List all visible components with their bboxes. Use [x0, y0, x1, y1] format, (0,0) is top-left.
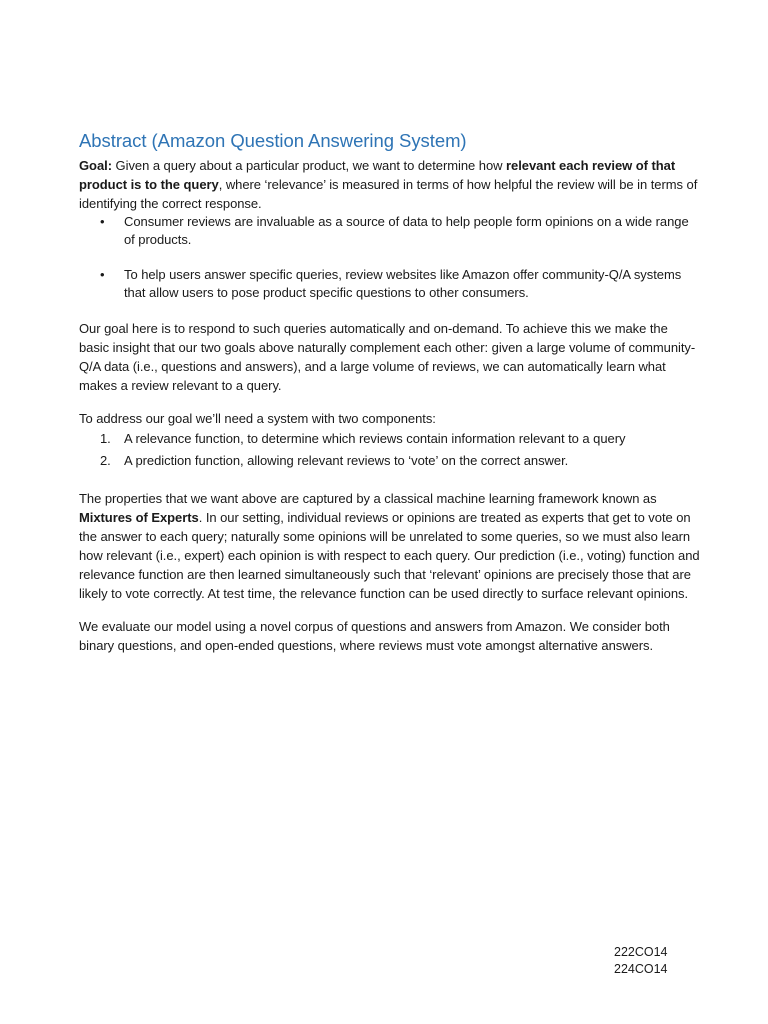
numbered-item	[79, 428, 701, 450]
mixtures-text-a: The properties that we want above are captured by a classical machine learning framework known as	[79, 491, 657, 506]
bullet-list	[79, 213, 701, 302]
footer-ids	[614, 944, 668, 978]
bullet-text: To help users answer specific queries, review websites like Amazon offer community-Q/A systems that allow users to pose product specific questions to other consumers.	[124, 267, 682, 300]
bullet-item	[79, 213, 701, 249]
item-text: A relevance function, to determine which reviews contain information relevant to a query	[124, 431, 626, 446]
goal-text-a: Given a query about a particular product, we want to determine how	[111, 158, 507, 173]
bullet-glyph: •	[100, 214, 105, 229]
item-number: 1.	[100, 431, 111, 446]
mixtures-paragraph	[79, 489, 701, 603]
goal-text-b: , where ‘relevance’ is measured in terms of how helpful the review will be in terms of identifying the correct response.	[79, 177, 698, 211]
numbered-item	[79, 450, 701, 472]
document-body	[79, 128, 701, 655]
goal-paragraph	[79, 156, 701, 213]
goal-description-paragraph: Our goal here is to respond to such queries automatically and on-demand. To achieve this we make the basic insight that our two goals above naturally complement each other: given a large volume of community-Q/A data (i.e., questions and answers), and a large volume of reviews, we can automatically learn what makes a review relevant to a query.	[79, 321, 696, 393]
mixtures-bold-term: Mixtures of Experts	[79, 510, 199, 525]
mixtures-text-b: . In our setting, individual reviews or opinions are treated as experts that get to vote on the answer to each query; naturally some opinions will be unrelated to some queries, so we must also learn how relevant (i.e., expert) each opinion is with respect to each query. Our prediction (i.e., voting) function and relevance function are then learned simultaneously such that ‘relevant’ opinions are precisely those that are likely to vote correctly. At test time, the relevance function can be used directly to surface relevant opinions.	[79, 510, 700, 601]
goal-label: Goal:	[79, 158, 112, 173]
footer-id-1: 222CO14	[614, 945, 668, 959]
evaluation-paragraph: We evaluate our model using a novel corpus of questions and answers from Amazon. We consider both binary questions, and open-ended questions, where reviews must vote amongst alternative answers.	[79, 619, 670, 653]
components-list	[79, 428, 701, 472]
bullet-item	[79, 266, 701, 302]
item-number: 2.	[100, 453, 111, 468]
abstract-title: Abstract (Amazon Question Answering System)	[79, 130, 467, 151]
goal-bold-text: relevant each review of that product is to the query	[79, 158, 676, 192]
footer-id-2: 224CO14	[614, 962, 668, 976]
bullet-text: Consumer reviews are invaluable as a source of data to help people form opinions on a wide range of products.	[124, 214, 689, 247]
components-intro: To address our goal we’ll need a system with two components:	[79, 411, 436, 426]
item-text: A prediction function, allowing relevant reviews to ‘vote’ on the correct answer.	[124, 453, 569, 468]
bullet-glyph: •	[100, 267, 105, 282]
